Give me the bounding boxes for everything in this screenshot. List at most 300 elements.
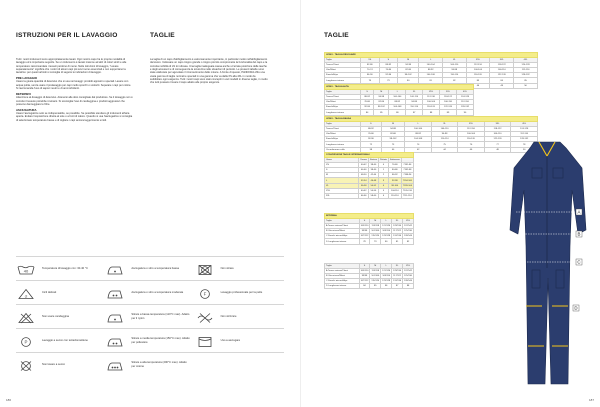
sizes-text (150, 58, 268, 87)
table-cell: 128-132 (456, 105, 473, 110)
table-cell: 125/130 (404, 275, 412, 278)
table-cell: 88 (403, 284, 414, 289)
table-cell: 110-116 (388, 193, 401, 198)
table-cell: 46-48 (368, 178, 378, 183)
table-cell: L (381, 219, 392, 224)
table-cell: L (325, 178, 359, 183)
table-cell: Sottoseno (389, 159, 400, 162)
coverall-figure (506, 138, 588, 393)
table-cell: Taglia (325, 58, 361, 63)
table-cell: 94-98 (431, 132, 457, 137)
coverall-illustration (506, 138, 588, 393)
table-cell: 48-50 (360, 174, 367, 177)
table-cell: 42-44 (368, 173, 378, 178)
washing-text (16, 58, 134, 124)
table-cell: 131/136 (393, 280, 402, 283)
table-cell: XXL (458, 122, 485, 127)
table-cell: Taglia (325, 122, 361, 127)
table-cell: 92-96 (379, 73, 398, 78)
table-cell: 89 (440, 110, 457, 115)
care-item (16, 335, 105, 347)
table-cell: 94-98 (406, 100, 423, 105)
table-cell: 82-86 (398, 68, 419, 73)
table-cell: Fianchi/Hips (325, 73, 361, 78)
table-cell: 3XL (484, 122, 511, 127)
table-cell: 84 (359, 284, 370, 289)
page-title: TAGLIE (324, 32, 349, 39)
section-heading: DETERSIVI (16, 91, 31, 96)
table-cell: XXL (403, 264, 414, 269)
table-cell: 139/144 (404, 280, 412, 283)
table-heading: INTERNAL (325, 214, 414, 219)
no-bleach-icon (16, 311, 36, 323)
table-cell: 122-126 (484, 137, 511, 142)
table-cell: Fianchi/Hips (325, 105, 361, 110)
table-cell: 82-86 (381, 132, 405, 137)
table-cell: 106-110 (490, 68, 514, 73)
table-cell: 112-116 (466, 63, 490, 68)
table-cell: 40 (381, 147, 405, 152)
table-cell: 38-40 (368, 163, 378, 168)
table-cell: 112-116 (423, 95, 440, 100)
table-cell: 117/122 (393, 275, 401, 278)
table-row (325, 284, 414, 289)
table-cell: 38 (361, 147, 382, 152)
table-cell: 58-60 (368, 193, 378, 198)
table-cell: 80-86 (388, 168, 401, 173)
care-item (195, 335, 284, 347)
table-cell: 106-110 (406, 95, 423, 100)
table-cell: 122-126 (440, 105, 457, 110)
table-cell: 94-98 (443, 68, 466, 73)
table-cell: 110-114 (406, 105, 423, 110)
table-cell: Lunghezza interna (325, 110, 361, 115)
table-heading: CONVERSIONE TAGLIE INTERNAZIONALI (325, 153, 414, 158)
care-item (195, 311, 284, 323)
table-cell: Taglia (325, 219, 360, 224)
table-cell: XL (392, 219, 403, 224)
table-cell: 100-104 (389, 95, 406, 100)
table-cell: 128-132 (511, 137, 538, 142)
table-cell: 139/144 (404, 235, 412, 238)
table-cell: 106-110 (431, 127, 457, 132)
table-cell: 7199-104 (402, 184, 412, 187)
table-cell: M (381, 122, 405, 127)
table-cell: 104-110 (388, 188, 401, 193)
table-cell: 105/110 (360, 225, 369, 228)
table-cell: S (361, 122, 382, 127)
table-cell: Torace/Chest (325, 63, 361, 68)
care-row (16, 328, 284, 352)
table-cell: C Fianchi misura/Hips (325, 234, 360, 239)
table-heading: UOMO - TAGLIA BASSA (325, 117, 538, 122)
table-cell: M (370, 219, 381, 224)
table-cell: 87 (392, 284, 403, 289)
table-cell: 60-62 (360, 189, 367, 192)
table-cell: 109/114 (382, 230, 391, 233)
table-cell: 52-54 (360, 179, 367, 182)
table-cell: 124-128 (456, 95, 473, 100)
table-cell: 81 (419, 78, 443, 83)
care-label: Lavaggio a secco con tetracloroetilene (42, 338, 88, 342)
table-cell: 98-104 (388, 183, 401, 188)
table-cell: 121/126 (382, 225, 391, 228)
table-cell: D Lunghezza interna (325, 284, 360, 289)
table-cell: 100-104 (458, 132, 485, 137)
table-cell: S (361, 90, 374, 95)
table-cell: XS (361, 58, 380, 63)
table-cell: 118-122 (440, 95, 457, 100)
table-cell: 112-116 (458, 127, 485, 132)
table-cell: 98-102 (398, 73, 419, 78)
table-cell: 79 (379, 78, 398, 83)
care-item (16, 263, 105, 275)
table-cell: 78 (361, 78, 380, 83)
table-cell: Fianchi/Hips (325, 137, 361, 142)
table-cell: 50 (511, 147, 538, 152)
table-cell: 112-116 (456, 100, 473, 105)
page-number: 187 (588, 398, 594, 402)
table-cell: 106-110 (443, 63, 466, 68)
table-cell: XXL (466, 58, 490, 63)
table-cell: 85 (370, 284, 381, 289)
table-cell: A Torace misura/Chest (325, 224, 360, 229)
table-cell: Vita/Waist (325, 132, 361, 137)
table-cell: 115/120 (371, 280, 380, 283)
table-cell: 6 (378, 193, 388, 198)
iron-low-icon (105, 263, 125, 275)
table-cell: 107/112 (360, 235, 369, 238)
table-cell: 88-92 (361, 95, 374, 100)
table-cell: 7188-94 (401, 173, 413, 178)
table-cell: 72 (361, 142, 382, 147)
svg-text:P: P (24, 339, 28, 345)
table-cell: 7181-84 (401, 163, 413, 168)
iron-med-high-icon (105, 335, 125, 347)
care-row (16, 304, 284, 328)
table-cell: 129/134 (393, 270, 402, 273)
section-text: Usare l'asciugatrice solo se indispensabile, se possibile. Se possibile stendere gli indumenti all'aria aperta. Evitare l'esposizione diretta al sole o a fonti di calore. Quando si usa l'asciugatrice si consiglia di selezionare temperature basse e di togliere i capi ancora leggermente umidi. (16, 111, 133, 122)
table-cell: 100-104 (405, 127, 432, 132)
table-cell: 76 (458, 142, 485, 147)
table-cell: M (370, 264, 381, 269)
table-cell: 78 (359, 239, 370, 244)
table-cell: 86-92 (388, 173, 401, 178)
table-cell: 3 (378, 178, 388, 183)
care-label: Temperatura di lavaggio con: 30-40 °C (42, 266, 88, 270)
table-cell: 4 (378, 183, 388, 188)
table-cell: 104-108 (419, 73, 443, 78)
table-cell: 73 (381, 142, 405, 147)
hang-dry-icon (195, 335, 215, 347)
table-cell: XS (325, 163, 359, 168)
table-cell: 70-74 (361, 68, 380, 73)
care-label: Non usare candeggina (42, 314, 70, 318)
table-cell: 116-120 (423, 105, 440, 110)
table-cell: S (325, 168, 359, 173)
table-cell: S (359, 264, 370, 269)
table-cell: 117/122 (393, 230, 401, 233)
table-cell: 116-120 (466, 73, 490, 78)
care-label: Stirare a media temperatura (150°C max). Adatto per poliestere (131, 337, 190, 344)
table-cell: M (325, 173, 359, 178)
table-cell: 122-126 (490, 73, 514, 78)
table-cell: 4XL (511, 122, 538, 127)
table-cell: 121/126 (382, 270, 391, 273)
table-cell: Statura (369, 159, 377, 162)
care-row (16, 352, 284, 376)
table-cell: 94-98 (381, 127, 405, 132)
table-cell: C Fianchi misura/Hips (325, 279, 360, 284)
care-label: Uso a asciugare (220, 338, 241, 342)
table-cell: 44 (431, 147, 457, 152)
page-number: 186 (6, 398, 12, 402)
table-cell: 86 (389, 110, 406, 115)
table-cell: 90 (456, 110, 473, 115)
table-cell: Torace/Chest (325, 127, 361, 132)
table-cell: Torace/Chest (325, 95, 361, 100)
table-cell: 77 (484, 142, 511, 147)
table-cell: 50 (514, 83, 538, 88)
care-item (105, 359, 194, 371)
iron-high-icon (105, 359, 125, 371)
table-cell: 3XL (325, 193, 359, 198)
svg-text:40: 40 (23, 268, 29, 274)
table-cell: 118-122 (484, 127, 511, 132)
sizes-intro: La taglia di un capo d'abbigliamento è estremamente importante, in particolar modo nell'abbigliamento da lavoro. Indossare un capo troppo grande o troppo piccolo compromette la funzionalità del capo e la corretta mobilità di chi lo indossa. Una taglia inadeguata causa anche un'errata posizione delle tasche e degli accessori e di conseguenza la sicurezza nelle situazioni di pericolo. Le presenti tabelle sono state elaborate per agevolare il riconoscimento delle misure. A fronte di questo, PANDORA offre una vasta gamma di taglie normali e speciali in una gamma che va dalla XS alla 4XL in modo da soddisfare ogni esigenza. Tutti i nostri capi sono stati concepiti in vari modelli in diverse taglie, in modo che tutti possano trovare il capo adatto alle proprie esigenze. (150, 58, 268, 85)
no-dryer-icon (195, 263, 215, 275)
table-cell: 2 (378, 173, 388, 178)
table-cell: 1 (378, 168, 388, 173)
table-cell: L (381, 264, 392, 269)
care-item (105, 263, 194, 275)
table-cell: 115/120 (371, 235, 380, 238)
table-cell: XXL (423, 90, 440, 95)
table-cell: 84 (490, 78, 514, 83)
table-cell: 86-90 (361, 73, 380, 78)
table-cell: 82 (443, 78, 466, 83)
care-label: Stirare a bassa temperatura (110°C max). Adatto per il nylon (131, 313, 190, 320)
table-cell: 84 (361, 110, 374, 115)
care-label: Cicli delicati (42, 290, 57, 294)
table-cell: 98-102 (381, 137, 405, 142)
table-cell: XXL (403, 219, 414, 224)
table-cell: XL (406, 90, 423, 95)
care-label: Non lavare a secco (42, 362, 66, 366)
wash-tub-temp-icon (16, 263, 36, 275)
table-cell: 92-96 (361, 105, 374, 110)
table-cell: 118-122 (490, 63, 514, 68)
care-item (195, 287, 284, 299)
table-cell: 88-92 (389, 100, 406, 105)
table-cell: 112-116 (514, 68, 538, 73)
table-cell: 44-46 (360, 169, 367, 172)
table-cell: 137/142 (404, 225, 412, 228)
table-cell: 83 (466, 78, 490, 83)
table-cell: XL (392, 264, 403, 269)
table-cell: 79 (370, 239, 381, 244)
table-cell: 74 (405, 142, 432, 147)
table-heading: UOMO - TAGLIA REGOLARE (325, 53, 538, 58)
care-item (105, 287, 194, 299)
table-cell: 129/134 (393, 225, 402, 228)
table-cell: 98-102 (374, 105, 389, 110)
table-cell: 0 (378, 163, 388, 168)
table-cell: 7111-116 (402, 194, 412, 197)
care-item (105, 335, 194, 347)
table-cell: 46 (466, 83, 490, 88)
table-cell: 4XL (456, 90, 473, 95)
table-cell: Circonferenza collo (325, 147, 361, 152)
table-cell: 82 (403, 239, 414, 244)
table-cell: 3XL (490, 58, 514, 63)
conversion-table (324, 152, 414, 199)
table-cell: 100-104 (423, 100, 440, 105)
table-cell: 113/118 (371, 225, 380, 228)
table-cell: 92-96 (361, 137, 382, 142)
care-row (16, 280, 284, 304)
section-text: Usare la giusta quantità di detersivo che si usa nei lavaggi: prodotti appositi o speciali. Lavare con acqua pulita, senza usare il prelavaggio per capi molto sporchi o scoloriti. Separare i capi per colore. Si raccomanda l'uso di saponi neutri e di ammorbidenti. (16, 80, 132, 91)
table-cell: Uomo (325, 158, 359, 163)
table-cell: 88 (423, 110, 440, 115)
table-cell: 50-52 (368, 183, 378, 188)
table-cell: 85 (374, 110, 389, 115)
care-label: Asciugatura o stiro a temperatura moderata (131, 290, 184, 294)
table-cell: L (389, 90, 406, 95)
table-cell: 106-110 (484, 132, 511, 137)
coverall-body (510, 142, 586, 384)
table-cell: XL (431, 122, 457, 127)
table-cell: 94-98 (374, 95, 389, 100)
table-cell: Lunghezza interna (325, 78, 361, 83)
care-symbols-grid (16, 256, 284, 376)
table-cell: 76-80 (388, 163, 401, 168)
table-cell: Taglia (325, 264, 360, 269)
care-label: Non stirare (220, 266, 234, 270)
figure-label-a: A (577, 209, 581, 215)
table-cell: M (398, 58, 419, 63)
table-cell: 7182-88 (401, 168, 413, 173)
figure-label-d: D (574, 305, 578, 311)
iron-medium-icon (105, 311, 125, 323)
table-cell: 104-108 (389, 105, 406, 110)
table-cell: 110-114 (443, 73, 466, 78)
table-cell: 101/106 (371, 275, 380, 278)
table-cell: 46 (458, 147, 485, 152)
section-heading: PRE LAVAGGIO (16, 76, 38, 81)
table-cell: 75 (431, 142, 457, 147)
table-cell: 106-110 (440, 100, 457, 105)
care-label: Non strizzare (220, 314, 237, 318)
table-cell: 88-92 (361, 127, 382, 132)
table-cell: 76-80 (361, 132, 382, 137)
table-cell: 88-92 (405, 132, 432, 137)
table-cell: 48 (490, 83, 514, 88)
table-cell: D Lunghezza interna (325, 239, 360, 244)
table-cell: A Torace misura/Chest (325, 269, 360, 274)
table-cell: 123/128 (382, 235, 391, 238)
section-text: Attenzione al dosaggio di detersivo. Attenersi alle dosi consigliate dal produttore. Se il dosaggio non è corretto il tessuto potrebbe rovinarsi. Si sconsiglia l'uso di candeggina e prodotti aggressivi che possono danneggiare le fibre. (16, 96, 133, 106)
coverall-table (324, 213, 414, 245)
no-dry-clean-icon (16, 359, 36, 371)
table-cell: M (374, 90, 389, 95)
tumble-dry-low-icon (105, 287, 125, 299)
table-cell: XXL (325, 188, 359, 193)
table-cell: Lunghezza interna (325, 142, 361, 147)
svg-text:F: F (203, 291, 206, 297)
care-row (16, 256, 284, 280)
right-page (300, 0, 600, 407)
table-cell: 123/128 (382, 280, 391, 283)
table-cell: 81 (392, 239, 403, 244)
table-row (325, 193, 414, 198)
section-heading: ASCIUGATURA (16, 107, 37, 112)
table-cell: 42 (405, 147, 432, 152)
table-cell: 88-92 (379, 63, 398, 68)
figure-label-b: B (577, 231, 581, 237)
table-cell: 100-104 (466, 68, 490, 73)
dry-clean-circle-icon (195, 287, 215, 299)
dry-clean-p-icon (16, 335, 36, 347)
table-cell: Pettata (379, 159, 387, 162)
figure-label-c: C (577, 259, 581, 265)
table-cell: 112-116 (511, 132, 538, 137)
page-title-washing: ISTRUZIONI PER IL LAVAGGIO (16, 32, 118, 39)
table-cell: 101/106 (371, 230, 380, 233)
table-cell: 88-92 (419, 68, 443, 73)
table-cell: 131/136 (393, 235, 402, 238)
table-cell: 110-114 (431, 137, 457, 142)
table-cell: Taglia (325, 90, 361, 95)
table-cell: 116-120 (458, 137, 485, 142)
care-item (16, 359, 105, 371)
care-item (16, 311, 105, 323)
table-cell: 93/98 (359, 229, 370, 234)
table-cell: 105/110 (360, 270, 369, 273)
table-cell: 109/114 (382, 275, 391, 278)
table-cell: 125/130 (404, 230, 412, 233)
table-cell: 80 (398, 78, 419, 83)
table-cell: 64-66 (360, 194, 367, 197)
table-cell: 124-128 (514, 63, 538, 68)
table-cell: Donna (360, 159, 367, 162)
table-cell: 56-58 (360, 184, 367, 187)
table-cell: 48 (484, 147, 511, 152)
table-cell: 100-104 (419, 63, 443, 68)
table-cell: 80 (381, 239, 392, 244)
table-heading: UOMO - TAGLIA ALTA (325, 85, 474, 90)
table-cell: Vita/Waist (325, 100, 361, 105)
table-cell: 82-86 (374, 100, 389, 105)
coverall-table-2 (324, 263, 414, 289)
table-cell: 137/142 (404, 270, 412, 273)
table-cell: 87 (406, 110, 423, 115)
page-title-sizes: TAGLIE (150, 32, 175, 39)
table-cell: B Vita misura/Waist (325, 229, 360, 234)
table-cell: 86 (381, 284, 392, 289)
table-cell: 107/112 (360, 280, 369, 283)
table-cell: 94-98 (398, 63, 419, 68)
chlorine-triangle-icon (16, 287, 36, 299)
table-cell: 92-98 (388, 178, 401, 183)
table-cell: 7194-100 (402, 179, 412, 182)
table-cell: 128-132 (514, 73, 538, 78)
care-label: Asciugatura o stiro a temperatura bassa (131, 266, 179, 270)
table-cell: 85 (514, 78, 538, 83)
table-cell: 7105-110 (402, 189, 412, 192)
table-cell: Vita/Waist (325, 68, 361, 73)
no-wring-icon (195, 311, 215, 323)
